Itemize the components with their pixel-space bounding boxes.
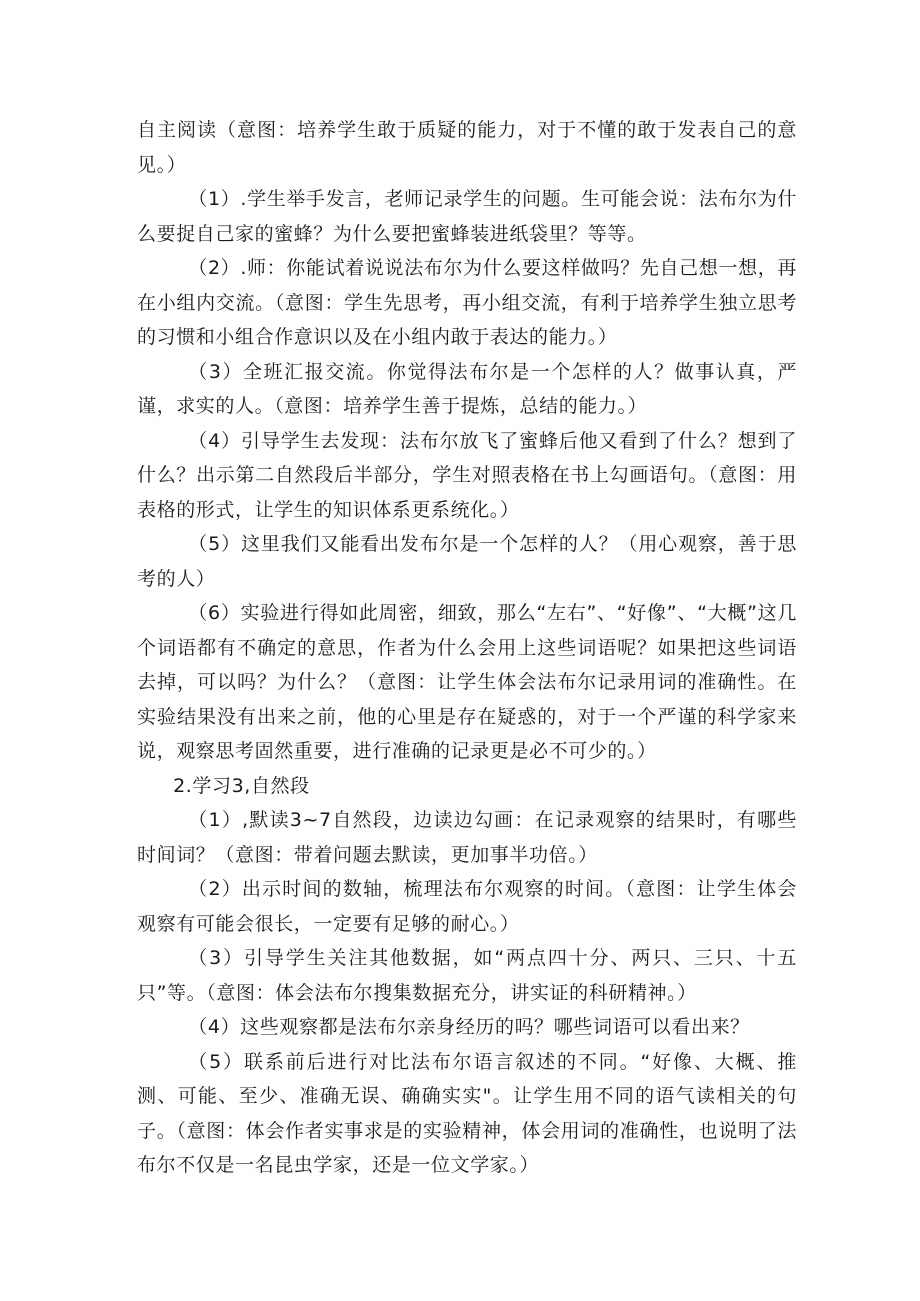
section-2-step-3: （3）引导学生关注其他数据，如“两点四十分、两只、三只、十五只”等。（意图：体会法布尔搜集数据充分，讲实证的科研精神。） xyxy=(137,947,797,1004)
section-2-step-4: （4）这些观察都是法布尔亲身经历的吗？哪些词语可以看出来？ xyxy=(188,1016,750,1038)
section-2-step-1: （1）,默读3~7自然段，边读边勾画：在记录观察的结果时，有哪些时间词？（意图：带着问题去默读，更加事半功倍。） xyxy=(137,809,797,866)
section-2-heading: 2.学习3,自然段 xyxy=(173,774,310,797)
intro-paragraph: 自主阅读（意图：培养学生敢于质疑的能力，对于不懂的敢于发表自己的意见。） xyxy=(137,119,797,176)
step-2-paragraph: （2）.师：你能试着说说法布尔为什么要这样做吗？先自己想一想，再在小组内交流。（意图：学生先思考，再小组交流，有利于培养学生独立思考的习惯和小组合作意识以及在小组内敢于表达的能力。） xyxy=(137,257,797,348)
step-4-paragraph: （4）引导学生去发现：法布尔放飞了蜜蜂后他又看到了什么？想到了什么？出示第二自然段后半部分，学生对照表格在书上勾画语句。（意图：用表格的形式，让学生的知识体系更系统化。） xyxy=(137,429,797,521)
step-6-paragraph: （6）实验进行得如此周密，细致，那么“左右”、“好像”、“大概”这几个词语都有不确定的意思，作者为什么会用上这些词语呢？如果把这些词语去掉，可以吗？为什么？（意图：让学生体会法布尔记录用词的准确性。在实验结果没有出来之前，他的心里是存在疑惑的，对于一个严谨的科学家来说，观察思考固然重要，进行准确的记录更是必不可少的。） xyxy=(137,602,797,762)
section-2-step-5: （5）联系前后进行对比法布尔语言叙述的不同。“好像、大概、推测、可能、至少、准确无误、确确实实"。让学生用不同的语气读相关的句子。（意图：体会作者实事求是的实验精神，体会用词的准确性，也说明了法布尔不仅是一名昆虫学家，还是一位文学家。） xyxy=(137,1050,797,1176)
section-2-step-2: （2）出示时间的数轴，梳理法布尔观察的时间。（意图：让学生体会观察有可能会很长，一定要有足够的耐心。） xyxy=(137,878,797,935)
step-3-paragraph: （3）全班汇报交流。你觉得法布尔是一个怎样的人？做事认真，严谨，求实的人。（意图：培养学生善于提炼，总结的能力。） xyxy=(137,360,797,417)
document-body xyxy=(137,113,797,1183)
step-1-paragraph: （1）.学生举手发言，老师记录学生的问题。生可能会说：法布尔为什么要捉自己家的蜜蜂？为什么要把蜜蜂装进纸袋里？等等。 xyxy=(137,188,797,245)
step-5-paragraph: （5）这里我们又能看出发布尔是一个怎样的人？（用心观察，善于思考的人） xyxy=(137,533,797,590)
